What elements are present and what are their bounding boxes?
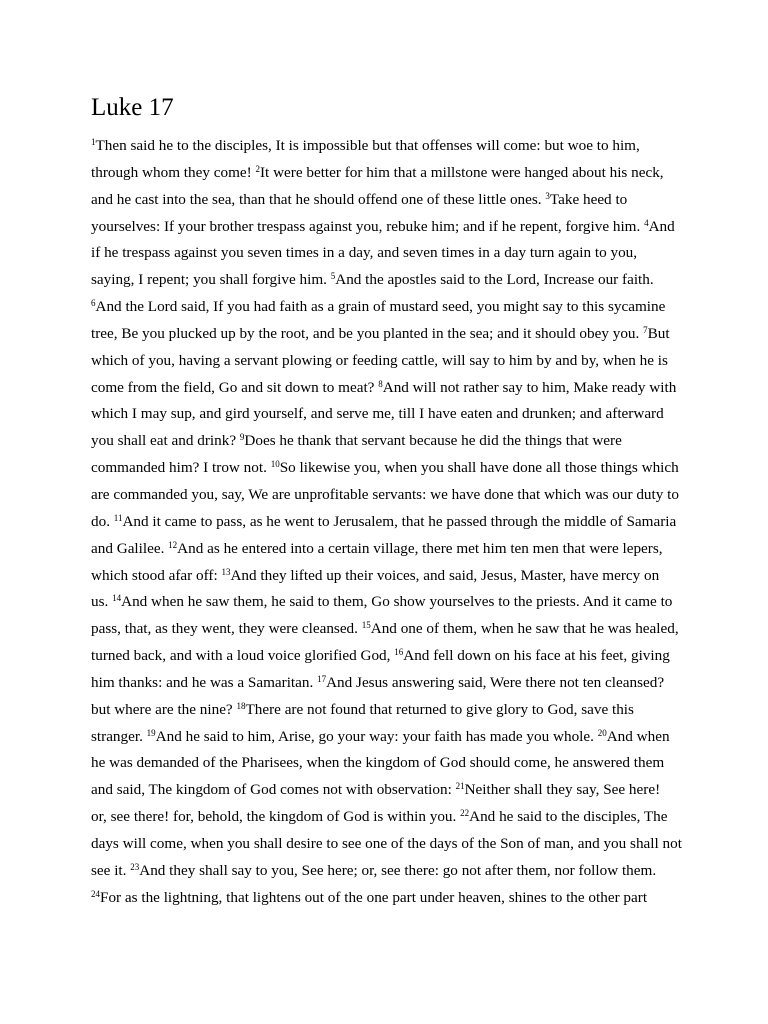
verse-text: And it came to pass, as he went to Jerusalem, that he passed through the middle of Samaria: [122, 512, 677, 530]
text-line: [91, 160, 691, 187]
verse-text: or, see there! for, behold, the kingdom of God is within you.: [91, 808, 461, 826]
verse-text: him thanks: and he was a Samaritan.: [91, 673, 318, 691]
verse-text: see it.: [91, 861, 131, 879]
verse-text: And he said to him, Arise, go your way: your faith has made you whole.: [155, 727, 598, 745]
verse-number: 18: [236, 700, 246, 711]
text-line: [91, 831, 691, 858]
verse-text: And they lifted up their voices, and said, Jesus, Master, have mercy on: [230, 566, 660, 584]
verse-text: And one of them, when he saw that he was healed,: [370, 620, 679, 638]
verse-text: It were better for him that a millstone were hanged about his neck,: [260, 163, 664, 181]
verse-text: And will not rather say to him, Make ready with: [382, 378, 677, 396]
text-line: [91, 885, 691, 912]
chapter-body: [91, 133, 691, 911]
verse-number: 5: [330, 271, 336, 282]
text-line: [91, 375, 691, 402]
text-line: [91, 240, 691, 267]
verse-number: 6: [91, 298, 96, 309]
verse-text: And as he entered into a certain village, there met him ten men that were lepers,: [177, 539, 663, 557]
verse-text: which of you, having a servant plowing or feeding cattle, will say to him by and by, when he is: [91, 351, 668, 369]
text-line: [91, 563, 691, 590]
text-line: [91, 804, 691, 831]
verse-number: 12: [168, 539, 178, 550]
verse-text: And the apostles said to the Lord, Increase our faith.: [335, 271, 654, 289]
verse-text: which I may sup, and gird yourself, and serve me, till I have eaten and drunken; and afterward: [91, 405, 664, 423]
verse-text: So likewise you, when you shall have done all those things which: [279, 459, 679, 477]
verse-text: Then said he to the disciples, It is impossible but that offenses will come: but woe to him,: [95, 137, 640, 154]
verse-number: 19: [146, 727, 156, 738]
text-line: [91, 321, 691, 348]
text-line: [91, 267, 691, 294]
verse-text: But: [647, 324, 670, 342]
verse-text: turned back, and with a loud voice glorified God,: [91, 647, 395, 665]
verse-text: and Galilee.: [91, 539, 169, 557]
verse-number: 9: [239, 432, 245, 443]
verse-text: And he said to the disciples, The: [469, 808, 668, 826]
text-line: [91, 401, 691, 428]
verse-number: 16: [394, 647, 404, 658]
verse-text: There are not found that returned to give glory to God, save this: [245, 700, 634, 718]
verse-text: And Jesus answering said, Were there not ten cleansed?: [326, 673, 665, 691]
verse-text: you shall eat and drink?: [91, 432, 240, 450]
verse-number: 10: [270, 459, 280, 470]
verse-text: but where are the nine?: [91, 700, 237, 718]
verse-number: 24: [91, 888, 100, 899]
verse-number: 7: [643, 324, 648, 335]
text-line: [91, 536, 691, 563]
text-line: [91, 697, 691, 724]
verse-number: 8: [378, 378, 383, 389]
verse-number: 3: [545, 190, 550, 201]
verse-number: 11: [113, 512, 123, 523]
verse-text: saying, I repent; you shall forgive him.: [91, 271, 331, 289]
text-line: [91, 589, 691, 616]
text-line: [91, 750, 691, 777]
text-line: [91, 616, 691, 643]
verse-number: 22: [460, 808, 470, 819]
chapter-title: Luke 17: [91, 94, 174, 121]
verse-text: us.: [91, 593, 113, 611]
verse-text: he was demanded of the Pharisees, when the kingdom of God should come, he answered them: [91, 754, 665, 772]
verse-text: and he cast into the sea, than that he should offend one of these little ones.: [91, 190, 546, 208]
text-line: [91, 187, 691, 214]
verse-number: 21: [455, 781, 465, 792]
verse-number: 14: [112, 593, 122, 604]
verse-text: are commanded you, say, We are unprofitable servants: we have done that which was our duty to: [91, 485, 679, 503]
verse-number: 23: [130, 861, 140, 872]
verse-text: and said, The kingdom of God comes not with observation:: [91, 781, 456, 799]
verse-number: 4: [644, 217, 649, 228]
verse-text: come from the field, Go and sit down to meat?: [91, 378, 379, 396]
text-line: [91, 348, 691, 375]
verse-number: 2: [255, 163, 260, 174]
verse-text: yourselves: If your brother trespass against you, rebuke him; and if he repent, forgive him.: [91, 217, 645, 235]
verse-text: stranger.: [91, 727, 147, 745]
text-line: [91, 509, 691, 536]
text-line: [91, 294, 691, 321]
verse-number: 15: [361, 620, 371, 631]
verse-text: Does he thank that servant because he did the things that were: [244, 432, 622, 450]
verse-text: days will come, when you shall desire to see one of the days of the Son of man, and you shall not: [91, 834, 682, 852]
verse-text: Neither shall they say, See here!: [464, 781, 661, 799]
verse-number: 1: [91, 137, 96, 147]
verse-text: For as the lightning, that lightens out of the one part under heaven, shines to the other part: [100, 888, 648, 906]
verse-text: And when: [606, 727, 670, 745]
text-line: [91, 858, 691, 885]
verse-number: 17: [317, 673, 327, 684]
text-line: [91, 428, 691, 455]
text-line: [91, 214, 691, 241]
verse-number: 20: [597, 727, 607, 738]
verse-text: And when he saw them, he said to them, Go show yourselves to the priests. And it came to: [121, 593, 673, 611]
text-line: [91, 670, 691, 697]
text-line: [91, 724, 691, 751]
verse-text: pass, that, as they went, they were cleansed.: [91, 620, 362, 638]
verse-text: And the Lord said, If you had faith as a grain of mustard seed, you might say to this sycamine: [95, 298, 666, 316]
verse-text: Take heed to: [549, 190, 628, 208]
text-line: [91, 643, 691, 670]
verse-text: do.: [91, 512, 114, 530]
text-line: [91, 133, 691, 160]
text-line: [91, 482, 691, 509]
verse-number: 13: [221, 566, 231, 577]
verse-text: tree, Be you plucked up by the root, and be you planted in the sea; and it should obey you.: [91, 324, 644, 342]
verse-text: commanded him? I trow not.: [91, 459, 271, 477]
text-line: [91, 455, 691, 482]
text-line: [91, 777, 691, 804]
verse-text: And: [648, 217, 675, 235]
verse-text: And fell down on his face at his feet, giving: [403, 647, 670, 665]
verse-text: through whom they come!: [91, 163, 256, 181]
verse-text: which stood afar off:: [91, 566, 222, 584]
verse-text: And they shall say to you, See here; or, see there: go not after them, nor follow them.: [139, 861, 657, 879]
verse-text: if he trespass against you seven times in a day, and seven times in a day turn again to you,: [91, 244, 638, 262]
